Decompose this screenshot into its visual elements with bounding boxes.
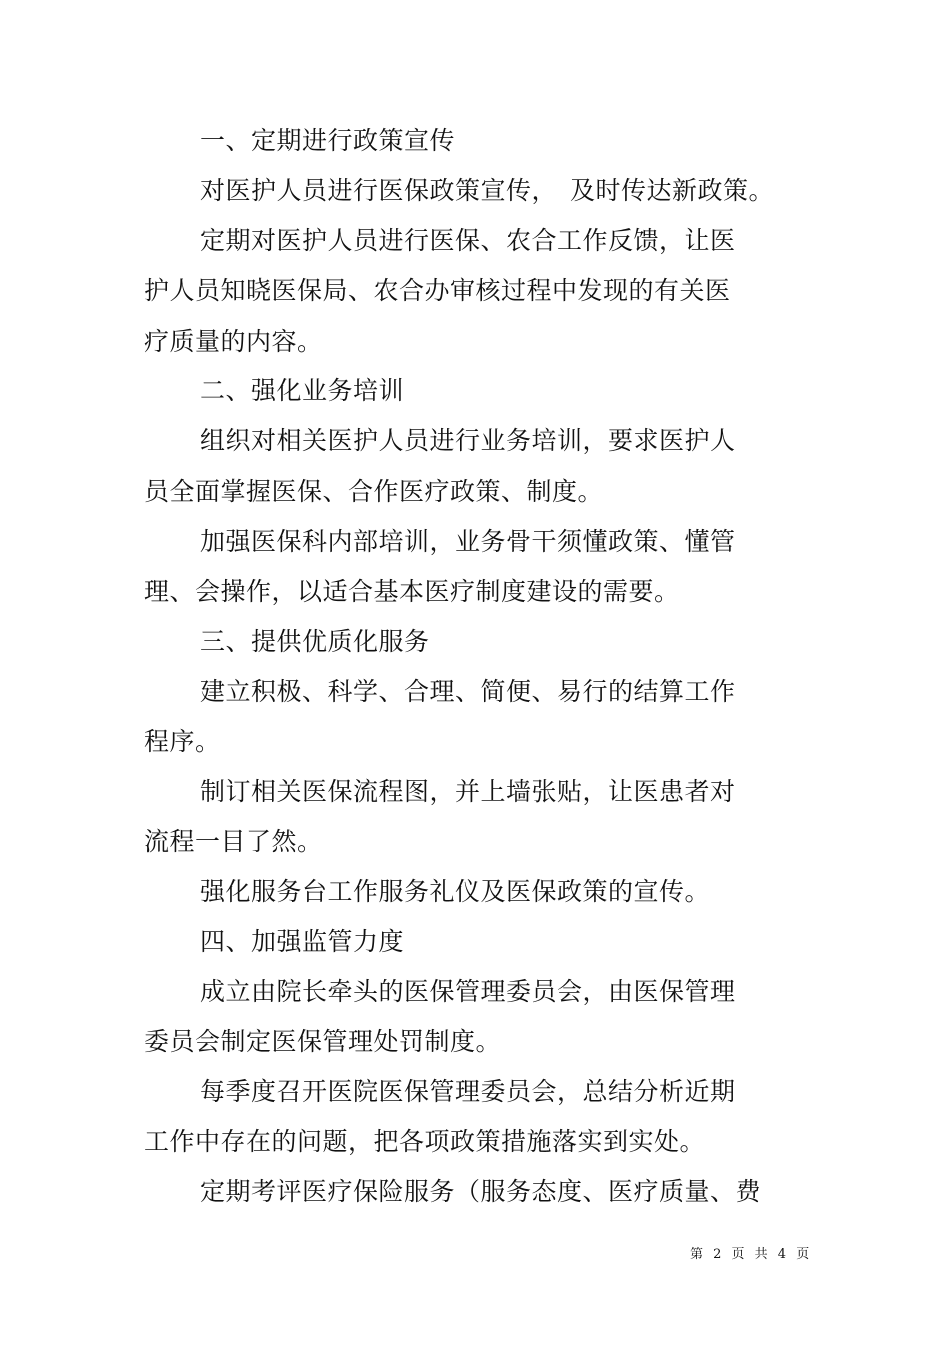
paragraph-line: 工作中存在的问题，把各项政策措施落实到实处。	[144, 1127, 706, 1156]
paragraph-line: 成立由院长牵头的医保管理委员会，由医保管理	[200, 977, 736, 1006]
paragraph-line: 程序。	[144, 727, 221, 756]
paragraph-line: 制订相关医保流程图，并上墙张贴，让医患者对	[200, 777, 736, 806]
paragraph-line: 对医护人员进行医保政策宣传， 及时传达新政策。	[200, 176, 775, 205]
section-heading-1: 一、定期进行政策宣传	[200, 126, 456, 155]
paragraph-line: 每季度召开医院医保管理委员会，总结分析近期	[200, 1077, 736, 1106]
section-heading-4: 四、加强监管力度	[200, 927, 405, 956]
section-heading-2: 二、强化业务培训	[200, 376, 405, 405]
paragraph-line: 组织对相关医护人员进行业务培训，要求医护人	[200, 426, 736, 455]
paragraph-line: 定期考评医疗保险服务（服务态度、医疗质量、费	[200, 1177, 762, 1206]
paragraph-line: 疗质量的内容。	[144, 327, 323, 356]
paragraph-line: 理、会操作，以适合基本医疗制度建设的需要。	[144, 577, 680, 606]
paragraph-line: 强化服务台工作服务礼仪及医保政策的宣传。	[200, 877, 711, 906]
paragraph-line: 定期对医护人员进行医保、农合工作反馈，让医	[200, 226, 736, 255]
paragraph-line: 委员会制定医保管理处罚制度。	[144, 1027, 502, 1056]
paragraph-line: 建立积极、科学、合理、简便、易行的结算工作	[200, 677, 736, 706]
paragraph-line: 护人员知晓医保局、农合办审核过程中发现的有关医	[144, 276, 731, 305]
paragraph-line: 加强医保科内部培训，业务骨干须懂政策、懂管	[200, 527, 736, 556]
paragraph-line: 流程一目了然。	[144, 827, 323, 856]
section-heading-3: 三、提供优质化服务	[200, 627, 430, 656]
page-number-footer: 第 2 页 共 4 页	[690, 1247, 813, 1262]
paragraph-line: 员全面掌握医保、合作医疗政策、制度。	[144, 477, 604, 506]
